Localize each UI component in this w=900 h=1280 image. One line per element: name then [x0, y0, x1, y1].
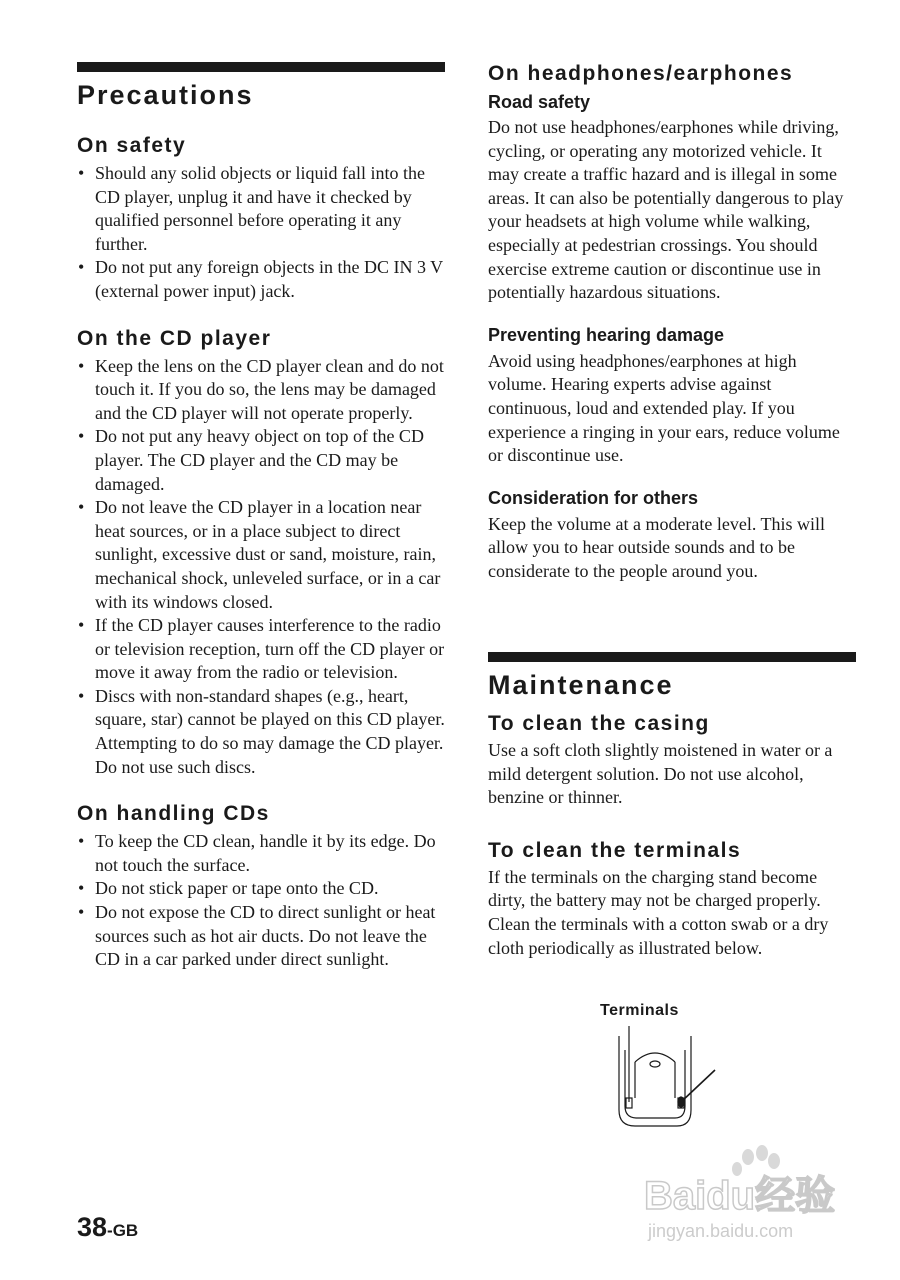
on-safety-heading: On safety [77, 134, 187, 157]
on-handling-cds-list [77, 830, 445, 972]
on-handling-cds-heading: On handling CDs [77, 802, 270, 826]
road-safety-text: Do not use headphones/earphones while driving, cycling, or operating any motorized vehicle. It may create a traffic hazard and is illegal in some areas. It can also be potentially dangerous to play your headsets at high volume while walking, especially at pedestrian crossings. You should exercise extreme caution or discontinue use in potentially hazardous situations. [488, 117, 844, 303]
terminals-illustration [595, 1002, 735, 1132]
page-number-value: 38 [77, 1212, 108, 1242]
on-cd-player-list [77, 355, 445, 780]
page-number [77, 1212, 138, 1243]
hearing-damage-heading: Preventing hearing damage [488, 324, 725, 345]
clean-terminals-heading: To clean the terminals [488, 838, 742, 862]
on-cd-player-heading: On the CD player [77, 326, 272, 350]
list-item: • Do not put any foreign objects in the DC IN 3 V (external power input) jack. [77, 256, 445, 303]
on-safety-list [77, 162, 445, 304]
list-item: • To keep the CD clean, handle it by its edge. Do not touch the surface. [77, 830, 445, 877]
right-column-top [488, 60, 856, 584]
road-safety-heading: Road safety [488, 92, 591, 112]
list-item: • Do not stick paper or tape onto the CD. [77, 877, 445, 901]
clean-terminals-text: If the terminals on the charging stand become dirty, the battery may not be charged properly. Clean the terminals with a cotton swab or a dry cloth periodically as illustrated below. [488, 866, 829, 958]
baidu-watermark-logo [640, 1145, 860, 1245]
list-item: • Should any solid objects or liquid fall into the CD player, unplug it and have it checked by qualified personnel before operating it any further. [77, 162, 445, 256]
precautions-title: Precautions [77, 80, 254, 110]
watermark-url: jingyan.baidu.com [648, 1221, 794, 1241]
page-number-suffix: -GB [107, 1221, 139, 1240]
headphones-heading: On headphones/earphones [488, 62, 794, 85]
hearing-damage-text: Avoid using headphones/earphones at high volume. Hearing experts advise against continuous, loud and extended play. If you experience a ringing in your ears, reduce volume or discontinue use. [488, 350, 840, 466]
clean-casing-text: Use a soft cloth slightly moistened in water or a mild detergent solution. Do not use alcohol, benzine or thinner. [488, 740, 833, 808]
right-column-bottom [488, 652, 856, 960]
list-item: • If the CD player causes interference to the radio or television reception, turn off the CD player or move it away from the radio or television. [77, 614, 445, 685]
list-item: • Do not put any heavy object on top of the CD player. The CD player and the CD may be damaged. [77, 425, 445, 496]
list-item: • Keep the lens on the CD player clean and do not touch it. If you do so, the lens may be damaged and the CD player will not operate properly. [77, 355, 445, 426]
consideration-heading: Consideration for others [488, 487, 699, 508]
maintenance-section-rule [488, 652, 856, 662]
consideration-text: Keep the volume at a moderate level. This will allow you to hear outside sounds and to be considerate to the people around you. [488, 513, 826, 581]
left-column [77, 62, 445, 972]
terminals-label: Terminals [600, 1002, 679, 1019]
maintenance-title: Maintenance [488, 670, 674, 700]
list-item: • Discs with non-standard shapes (e.g., heart, square, star) cannot be played on this CD player. Attempting to do so may damage the CD player. Do not use such discs. [77, 685, 445, 779]
precautions-section-rule [77, 62, 445, 72]
list-item: • Do not leave the CD player in a location near heat sources, or in a place subject to direct sunlight, excessive dust or sand, moisture, rain, mechanical shock, unleveled surface, or in a car with its windows closed. [77, 496, 445, 614]
clean-casing-heading: To clean the casing [488, 712, 710, 735]
watermark-brand: Baidu经验 [644, 1174, 836, 1218]
charging-stand-drawing [595, 1002, 735, 1132]
list-item: • Do not expose the CD to direct sunlight or heat sources such as hot air ducts. Do not leave the CD in a car parked under direct sunlight. [77, 901, 445, 972]
